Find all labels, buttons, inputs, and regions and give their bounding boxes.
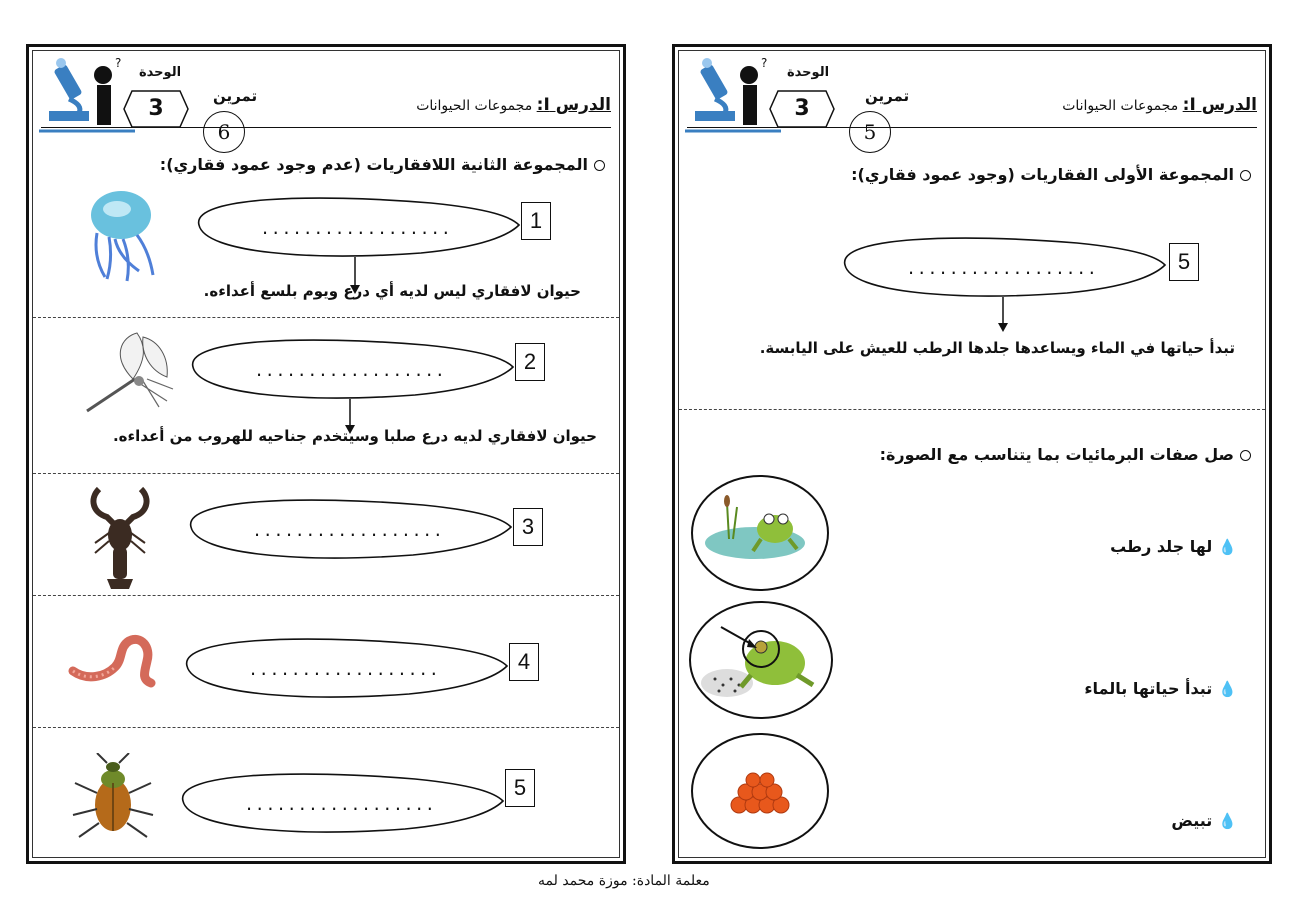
unit-label: الوحدة xyxy=(139,65,182,80)
lesson-label: الدرس I: xyxy=(1182,95,1257,115)
item-number-4: 4 xyxy=(509,643,539,681)
dragonfly-icon xyxy=(81,327,181,417)
earthworm-icon xyxy=(67,627,157,689)
svg-text:?: ? xyxy=(115,56,122,70)
worksheet-right xyxy=(672,44,1272,864)
beetle-icon xyxy=(67,753,159,841)
dashed-divider xyxy=(33,595,619,596)
trait-lays-eggs[interactable] xyxy=(1171,811,1237,830)
drop-bullet-icon: 💧 xyxy=(1218,538,1237,556)
circle-bullet-icon xyxy=(1240,170,1251,181)
answer-blank-2[interactable] xyxy=(185,333,515,401)
section-heading-text: المجموعة الأولى الفقاريات (وجود عمود فقاري): xyxy=(851,165,1234,184)
dashed-divider xyxy=(33,473,619,474)
item-number-2: 2 xyxy=(515,343,545,381)
item-number: 5 xyxy=(1169,243,1199,281)
unit-number: 3 xyxy=(148,96,164,121)
blank-dots: .................. xyxy=(254,361,446,380)
section-heading-text: صل صفات البرمائيات بما يتناسب مع الصورة: xyxy=(879,445,1234,464)
trait-text: تبدأ حياتها بالماء xyxy=(1084,679,1213,698)
trait-text: تبيض xyxy=(1171,811,1213,830)
section-heading xyxy=(160,155,605,174)
exercise-label: تمرين xyxy=(865,87,910,105)
blank-dots: .................. xyxy=(906,259,1098,278)
svg-text:?: ? xyxy=(761,56,768,70)
lesson-name: مجموعات الحيوانات xyxy=(1062,98,1179,114)
exercise-number: 6 xyxy=(203,111,245,153)
dashed-divider xyxy=(679,409,1265,410)
image-fish-eggs[interactable] xyxy=(691,733,829,849)
blank-dots: .................. xyxy=(244,795,436,814)
header-divider xyxy=(687,127,1257,128)
frog-with-eggs-icon xyxy=(691,603,831,717)
lesson-label: الدرس I: xyxy=(536,95,611,115)
answer-blank-3[interactable] xyxy=(183,493,513,561)
blank-dots: .................. xyxy=(260,219,452,238)
worksheet-left xyxy=(26,44,626,864)
trait-text: لها جلد رطب xyxy=(1110,537,1213,556)
item-number-5: 5 xyxy=(505,769,535,807)
blank-dots: .................. xyxy=(248,660,440,679)
drop-bullet-icon: 💧 xyxy=(1218,680,1237,698)
item-description-2: حيوان لافقاري لديه درع صلبا وسيتخدم جناحيه للهروب من أعداءه. xyxy=(112,427,597,445)
trait-moist-skin[interactable] xyxy=(1110,537,1237,556)
jellyfish-icon xyxy=(79,187,169,282)
lesson-title xyxy=(416,95,611,116)
section-heading-amphibians xyxy=(880,445,1251,464)
answer-blank-4[interactable] xyxy=(179,632,509,700)
answer-blank-1[interactable] xyxy=(191,191,521,259)
lobster-icon xyxy=(85,483,155,591)
drop-bullet-icon: 💧 xyxy=(1218,812,1237,830)
dashed-divider xyxy=(33,727,619,728)
trait-starts-in-water[interactable] xyxy=(1084,679,1237,698)
answer-blank-vertebrate[interactable] xyxy=(837,231,1167,299)
blank-dots: .................. xyxy=(252,521,444,540)
answer-blank-5[interactable] xyxy=(175,767,505,835)
header-divider xyxy=(41,127,611,128)
arrow-down-icon xyxy=(997,297,1009,333)
unit-number-badge xyxy=(122,89,190,129)
exercise-label: تمرين xyxy=(213,87,258,105)
unit-label: الوحدة xyxy=(787,65,830,80)
dashed-divider xyxy=(33,317,619,318)
image-frog-lily-pad[interactable] xyxy=(691,475,829,591)
item-description-1: حيوان لافقاري ليس لديه أي درع ويوم بلسع أعداءه. xyxy=(203,282,581,300)
lesson-name: مجموعات الحيوانات xyxy=(416,98,533,114)
section-heading-text: المجموعة الثانية اللافقاريات (عدم وجود عمود فقاري): xyxy=(159,155,588,174)
exercise-number: 5 xyxy=(849,111,891,153)
item-number-1: 1 xyxy=(521,202,551,240)
unit-number-badge xyxy=(768,89,836,129)
item-number-3: 3 xyxy=(513,508,543,546)
circle-bullet-icon xyxy=(594,160,605,171)
circle-bullet-icon xyxy=(1240,450,1251,461)
frog-on-lily-pad-icon xyxy=(693,477,827,589)
teacher-credit: معلمة المادة: موزة محمد لمه xyxy=(538,873,710,889)
unit-number: 3 xyxy=(794,96,810,121)
section-heading-vertebrates xyxy=(851,165,1251,184)
image-frog-with-eggs[interactable] xyxy=(689,601,833,719)
lesson-title xyxy=(1062,95,1257,116)
fish-eggs-icon xyxy=(693,735,827,847)
item-description: تبدأ حياتها في الماء ويساعدها جلدها الرطب للعيش على اليابسة. xyxy=(759,339,1235,357)
